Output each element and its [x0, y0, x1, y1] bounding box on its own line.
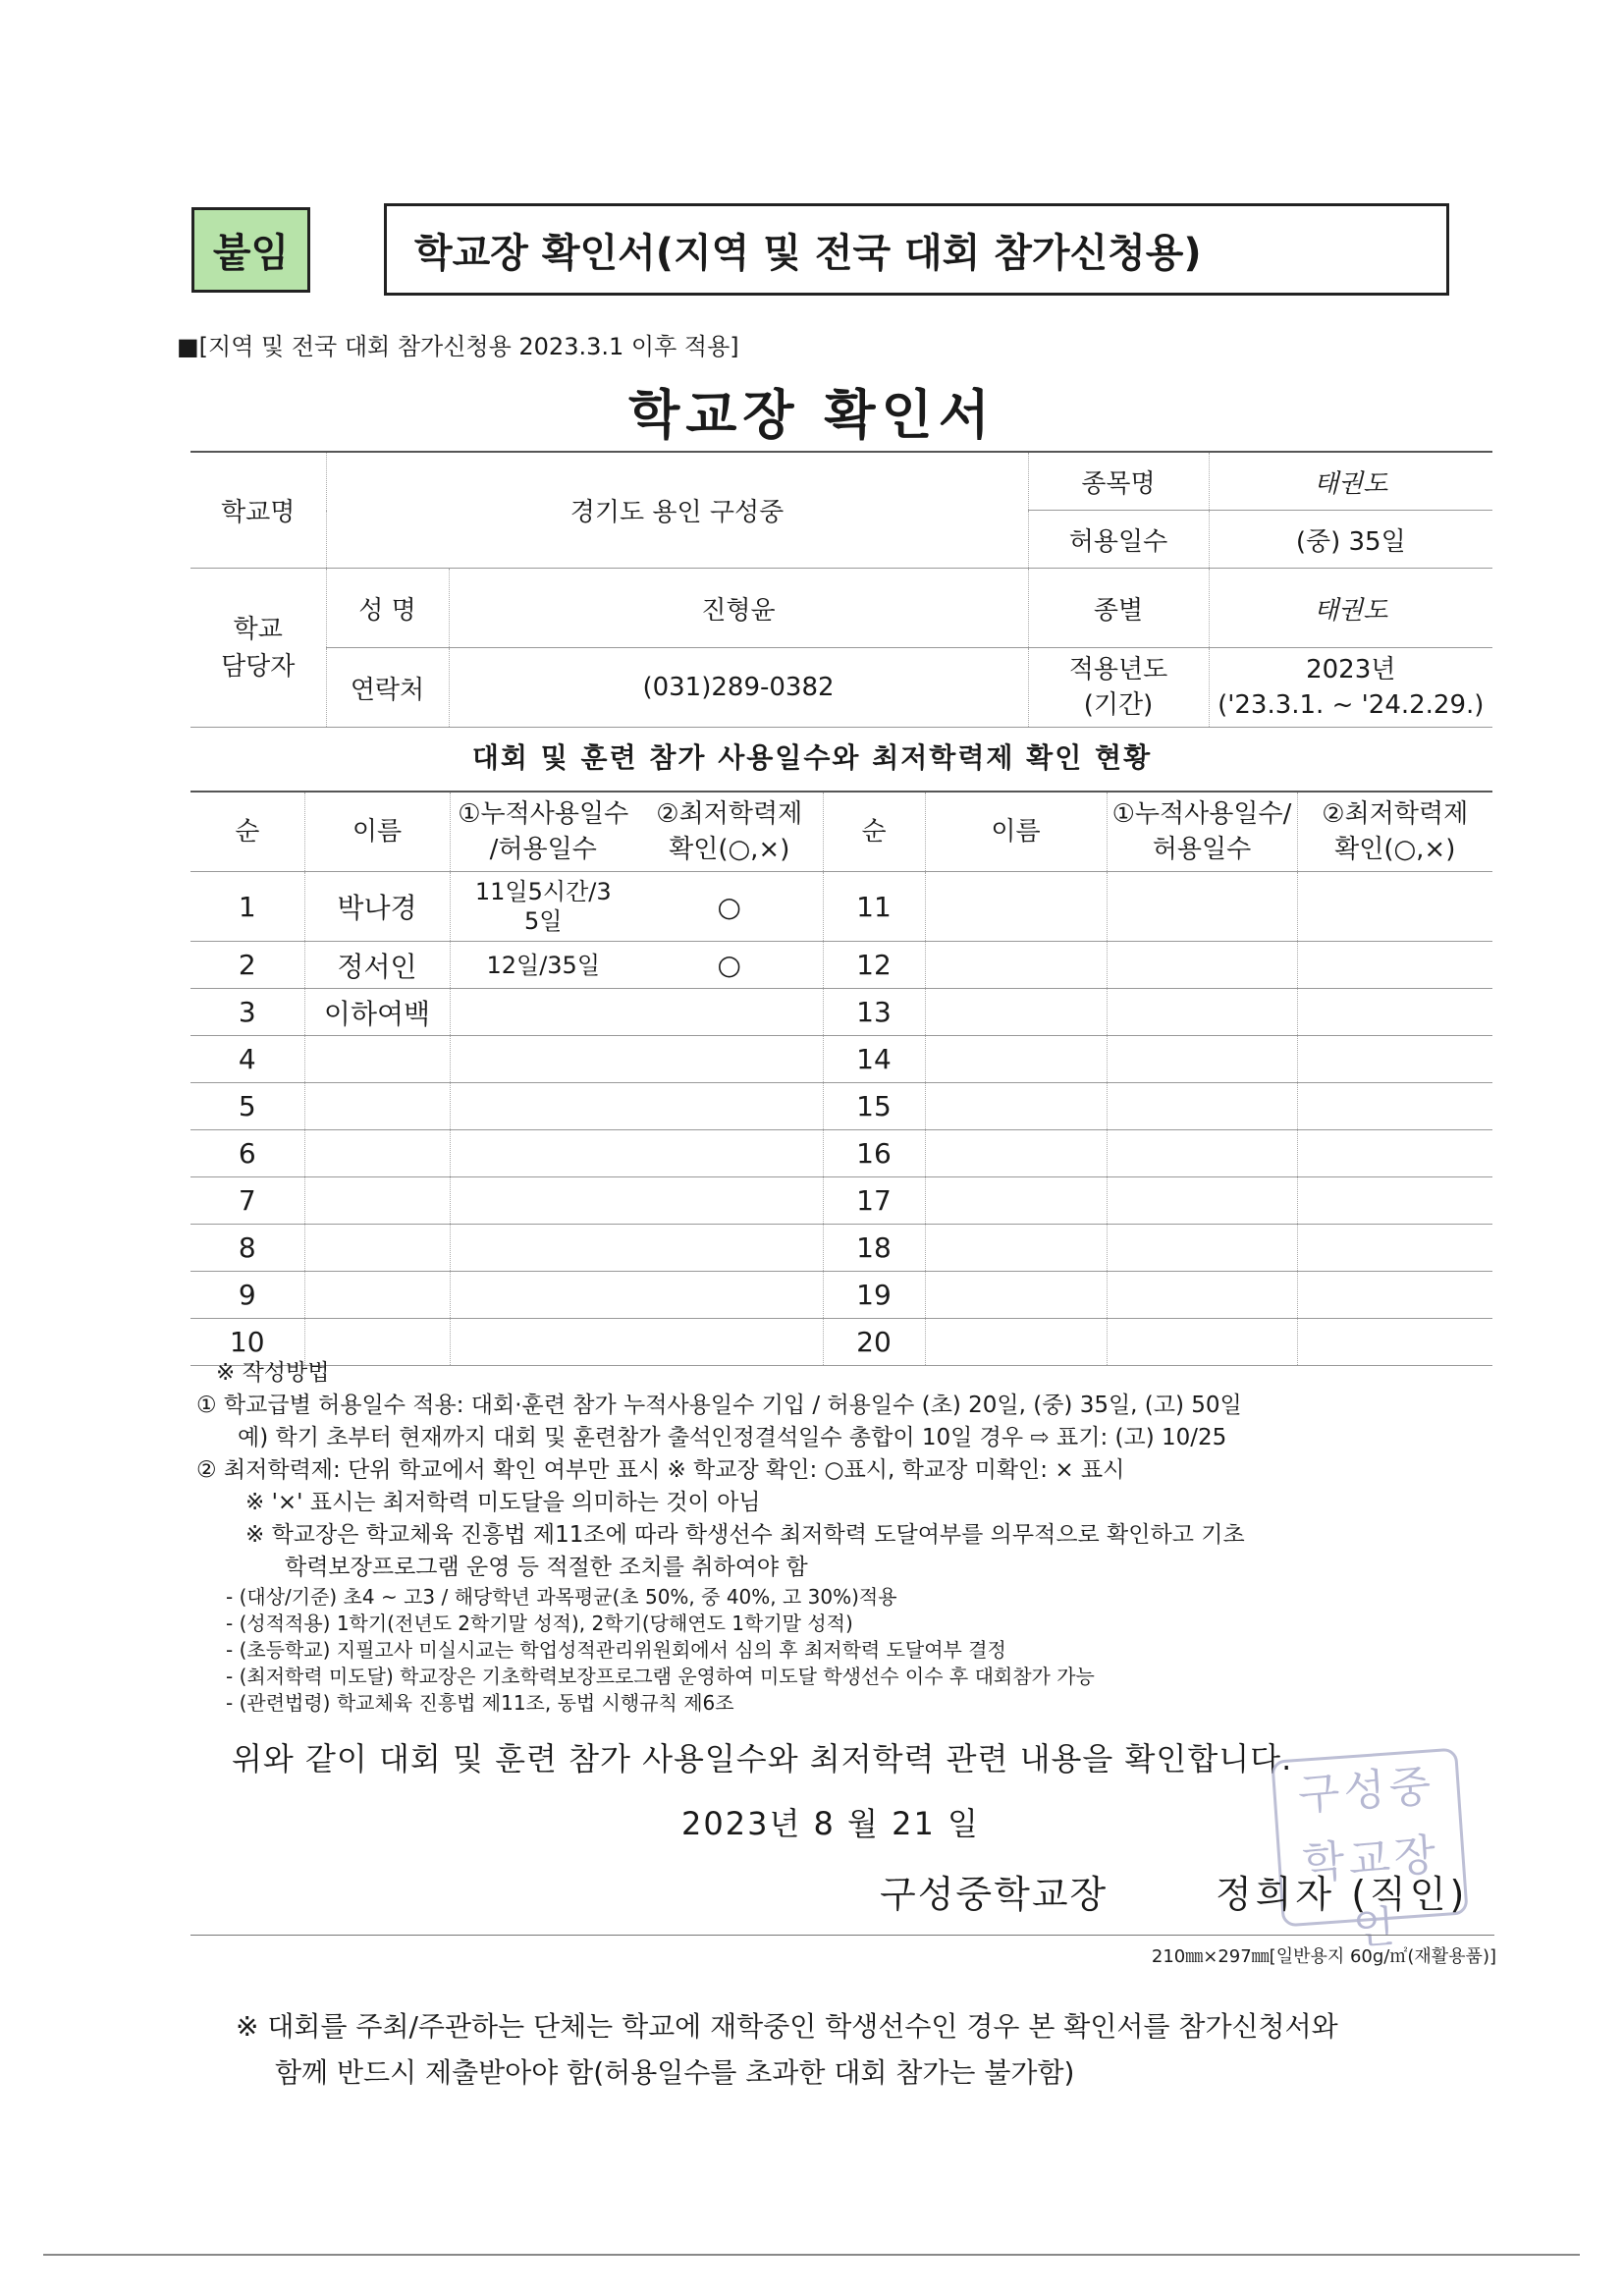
name-value: 진형윤	[449, 569, 1028, 648]
row-name	[304, 1130, 450, 1177]
row-days	[450, 1130, 636, 1177]
row-name-right	[925, 1225, 1107, 1272]
row-days	[450, 1036, 636, 1083]
sport-label: 종목명	[1028, 452, 1209, 511]
row-name	[304, 1036, 450, 1083]
row-name: 이하여백	[304, 989, 450, 1036]
header-check-right-line2: 확인(○,×)	[1334, 835, 1456, 864]
row-days-right	[1107, 942, 1297, 989]
row-days	[450, 1177, 636, 1225]
row-no: 6	[190, 1130, 304, 1177]
sub-note-1: - (대상/기준) 초4 ~ 고3 / 해당학년 과목평균(초 50%, 중 40%, 고 30%)적용	[226, 1585, 897, 1609]
header-no-right: 순	[823, 792, 925, 872]
row-no-right: 17	[823, 1177, 925, 1225]
header-days-right-line1: ①누적사용일수/	[1111, 799, 1292, 829]
staff-label-line2: 담당자	[221, 651, 296, 682]
row-check-right	[1297, 872, 1492, 942]
row-name	[304, 1272, 450, 1319]
sport-value: 태권도	[1209, 452, 1492, 511]
document-title: 학교장 확인서	[628, 384, 996, 446]
row-name-right	[925, 1036, 1107, 1083]
table-row	[190, 1130, 1492, 1177]
note-1-example: 예) 학기 초부터 현재까지 대회 및 훈련참가 출석인정결석일수 총합이 10일 경우 ⇨ 표기: (고) 10/25	[238, 1425, 1227, 1450]
row-days-right	[1107, 1177, 1297, 1225]
row-check-right	[1297, 942, 1492, 989]
row-check-right	[1297, 1272, 1492, 1319]
table-row	[190, 1083, 1492, 1130]
year-value	[1209, 648, 1492, 728]
bottom-divider	[43, 2254, 1580, 2256]
row-no: 5	[190, 1083, 304, 1130]
note-3: ※ '×' 표시는 최저학력 미도달을 의미하는 것이 아님	[245, 1490, 761, 1515]
row-no: 4	[190, 1036, 304, 1083]
table-row	[190, 1272, 1492, 1319]
allowed-label: 허용일수	[1028, 511, 1209, 569]
event-value: 태권도	[1209, 569, 1492, 648]
row-no-right: 12	[823, 942, 925, 989]
row-name-right	[925, 1177, 1107, 1225]
row-check	[636, 1130, 823, 1177]
header-days-right	[1107, 792, 1297, 872]
sub-note-5: - (관련법령) 학교체육 진흥법 제11조, 동법 시행규칙 제6조	[226, 1691, 734, 1715]
row-name-right	[925, 989, 1107, 1036]
row-check-right	[1297, 989, 1492, 1036]
contact-label: 연락처	[326, 648, 449, 728]
principal-signature: 정희자 (직인)	[1216, 1873, 1469, 1916]
staff-label-line1: 학교	[233, 614, 283, 644]
paper-spec: 210㎜×297㎜[일반용지 60g/㎡(재활용품)]	[1151, 1946, 1496, 1967]
notes-heading: ※ 작성방법	[216, 1360, 330, 1386]
school-label: 학교명	[190, 452, 326, 569]
header-check-line2: 확인(○,×)	[669, 835, 790, 864]
row-name-right	[925, 1130, 1107, 1177]
roster-header-row	[190, 792, 1492, 872]
row-days-line1: 12일/35일	[486, 951, 601, 979]
row-check	[636, 989, 823, 1036]
table-row	[190, 1177, 1492, 1225]
row-days-right	[1107, 1036, 1297, 1083]
row-check: ○	[636, 872, 823, 942]
row-name-right	[925, 1272, 1107, 1319]
sub-note-4: - (최저학력 미도달) 학교장은 기초학력보장프로그램 운영하여 미도달 학생선수 이수 후 대회참가 가능	[226, 1665, 1095, 1688]
row-days-line2: 5일	[524, 907, 563, 935]
attachment-tag: 붙임	[191, 207, 310, 293]
header-days	[450, 792, 636, 872]
note-2: ② 최저학력제: 단위 학교에서 확인 여부만 표시 ※ 학교장 확인: ○표시, 학교장 미확인: × 표시	[196, 1457, 1125, 1483]
footer-line-1: ※ 대회를 주최/주관하는 단체는 학교에 재학중인 학생선수인 경우 본 확인서를 참가신청서와	[236, 2010, 1338, 2043]
table-row	[190, 1225, 1492, 1272]
row-check	[636, 1225, 823, 1272]
divider	[190, 1935, 1494, 1936]
footer-note	[236, 2003, 1338, 2096]
note-1: ① 학교급별 허용일수 적용: 대회·훈련 참가 누적사용일수 기입 / 허용일수 (초) 20일, (중) 35일, (고) 50일	[196, 1393, 1242, 1418]
header-name: 이름	[304, 792, 450, 872]
row-no-right: 11	[823, 872, 925, 942]
header-check-line1: ②최저학력제	[656, 799, 803, 829]
row-name	[304, 1083, 450, 1130]
confirmation-statement: 위와 같이 대회 및 훈련 참가 사용일수와 최저학력 관련 내용을 확인합니다.	[232, 1740, 1293, 1777]
header-no: 순	[190, 792, 304, 872]
row-days-right	[1107, 1225, 1297, 1272]
year-value-line2: ('23.3.1. ~ '24.2.29.)	[1218, 690, 1485, 720]
row-no-right: 18	[823, 1225, 925, 1272]
row-check	[636, 1177, 823, 1225]
row-no-right: 14	[823, 1036, 925, 1083]
row-days-right	[1107, 1083, 1297, 1130]
header-title: 학교장 확인서(지역 및 전국 대회 참가신청용)	[384, 203, 1449, 296]
row-days-right	[1107, 1272, 1297, 1319]
row-check	[636, 1272, 823, 1319]
row-no: 7	[190, 1177, 304, 1225]
row-no-right: 19	[823, 1272, 925, 1319]
row-days	[450, 1083, 636, 1130]
row-name	[304, 1225, 450, 1272]
row-no: 9	[190, 1272, 304, 1319]
official-seal: 구성중학교장인	[1271, 1748, 1468, 1928]
row-days	[450, 872, 636, 942]
row-no: 8	[190, 1225, 304, 1272]
header-days-right-line2: 허용일수	[1152, 835, 1252, 864]
row-name: 정서인	[304, 942, 450, 989]
table-row	[190, 942, 1492, 989]
row-check-right	[1297, 1083, 1492, 1130]
row-no: 3	[190, 989, 304, 1036]
row-check-right	[1297, 1130, 1492, 1177]
name-label: 성 명	[326, 569, 449, 648]
year-label	[1028, 648, 1209, 728]
note-4-cont: 학력보장프로그램 운영 등 적절한 조치를 취하여야 함	[285, 1555, 808, 1580]
row-check: ○	[636, 942, 823, 989]
row-check-right	[1297, 1036, 1492, 1083]
sub-note-2: - (성적적용) 1학기(전년도 2학기말 성적), 2학기(당해연도 1학기말 성적)	[226, 1612, 853, 1635]
row-no-right: 15	[823, 1083, 925, 1130]
table-row	[190, 872, 1492, 942]
row-days	[450, 1272, 636, 1319]
header-check-right-line1: ②최저학력제	[1322, 799, 1469, 829]
row-check	[636, 1083, 823, 1130]
issue-date: 2023년 8 월 21 일	[681, 1805, 980, 1842]
instructions	[196, 1357, 1502, 1717]
allowed-value: (중) 35일	[1209, 511, 1492, 569]
row-no-right: 13	[823, 989, 925, 1036]
header-check-right	[1297, 792, 1492, 872]
row-no: 2	[190, 942, 304, 989]
year-label-line2: (기간)	[1083, 690, 1154, 720]
row-no-right: 16	[823, 1130, 925, 1177]
row-no: 1	[190, 872, 304, 942]
row-days-right	[1107, 989, 1297, 1036]
applies-note: ■[지역 및 전국 대회 참가신청용 2023.3.1 이후 적용]	[177, 333, 739, 360]
row-days-right	[1107, 872, 1297, 942]
sub-note-3: - (초등학교) 지필고사 미실시교는 학업성적관리위원회에서 심의 후 최저학력 도달여부 결정	[226, 1638, 1006, 1662]
header-name-right: 이름	[925, 792, 1107, 872]
table-row	[190, 1036, 1492, 1083]
header-days-line1: ①누적사용일수	[458, 799, 629, 829]
row-days	[450, 989, 636, 1036]
row-days-right	[1107, 1130, 1297, 1177]
row-check	[636, 1036, 823, 1083]
row-days	[450, 1225, 636, 1272]
footer-line-2: 함께 반드시 제출받아야 함(허용일수를 초과한 대회 참가는 불가함)	[275, 2056, 1075, 2089]
section-title: 대회 및 훈련 참가 사용일수와 최저학력제 확인 현황	[471, 741, 1153, 774]
row-no-right: 20	[823, 1319, 925, 1366]
roster-table	[190, 791, 1492, 1366]
contact-value: (031)289-0382	[449, 648, 1028, 728]
row-check-right	[1297, 1177, 1492, 1225]
school-value: 경기도 용인 구성중	[326, 452, 1028, 569]
row-days	[450, 942, 636, 989]
staff-label	[190, 569, 326, 728]
row-name: 박나경	[304, 872, 450, 942]
year-value-line1: 2023년	[1306, 655, 1396, 684]
row-name-right	[925, 1083, 1107, 1130]
event-label: 종별	[1028, 569, 1209, 648]
info-table	[190, 451, 1492, 728]
row-name	[304, 1177, 450, 1225]
row-days-line1: 11일5시간/3	[474, 878, 612, 905]
table-row	[190, 989, 1492, 1036]
row-no: 10	[190, 1319, 304, 1366]
row-check-right	[1297, 1225, 1492, 1272]
school-principal-title: 구성중학교장	[880, 1873, 1109, 1916]
header-check	[636, 792, 823, 872]
header-days-line2: /허용일수	[489, 835, 597, 864]
year-label-line1: 적용년도	[1068, 655, 1168, 684]
note-4: ※ 학교장은 학교체육 진흥법 제11조에 따라 학생선수 최저학력 도달여부를 의무적으로 확인하고 기초	[245, 1522, 1245, 1548]
row-name-right	[925, 872, 1107, 942]
row-name-right	[925, 942, 1107, 989]
